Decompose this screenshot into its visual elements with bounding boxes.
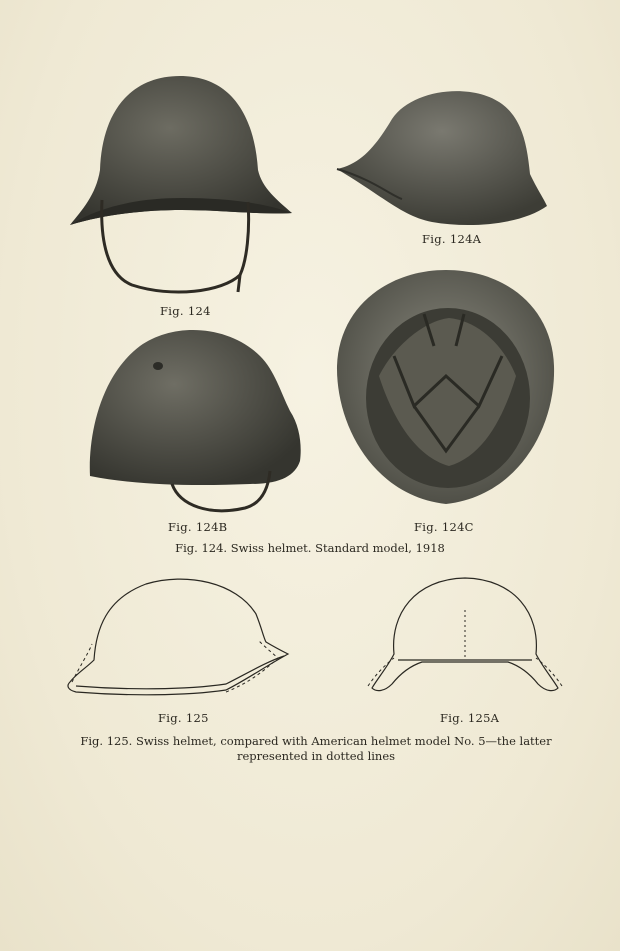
figure-caption: Fig. 125. Swiss helmet, compared with American helmet model No. 5—the latter represented in dotted lines	[80, 734, 552, 763]
figure-label: Fig. 124	[160, 304, 211, 318]
helmet-photo-front-view	[62, 70, 302, 300]
figure-label: Fig. 125	[158, 711, 209, 725]
figure-label: Fig. 124C	[414, 520, 474, 534]
helmet-photo-side-view	[332, 84, 552, 234]
helmet-outline-side-drawing	[66, 574, 294, 702]
figure-label: Fig. 124A	[422, 232, 482, 246]
helmet-photo-rear-view	[80, 326, 310, 521]
figure-caption: Fig. 124. Swiss helmet. Standard model, 1918	[175, 541, 445, 555]
helmet-outline-front-drawing	[360, 574, 570, 702]
figure-label: Fig. 125A	[440, 711, 500, 725]
figure-label: Fig. 124B	[168, 520, 228, 534]
helmet-photo-interior-view	[334, 266, 558, 508]
